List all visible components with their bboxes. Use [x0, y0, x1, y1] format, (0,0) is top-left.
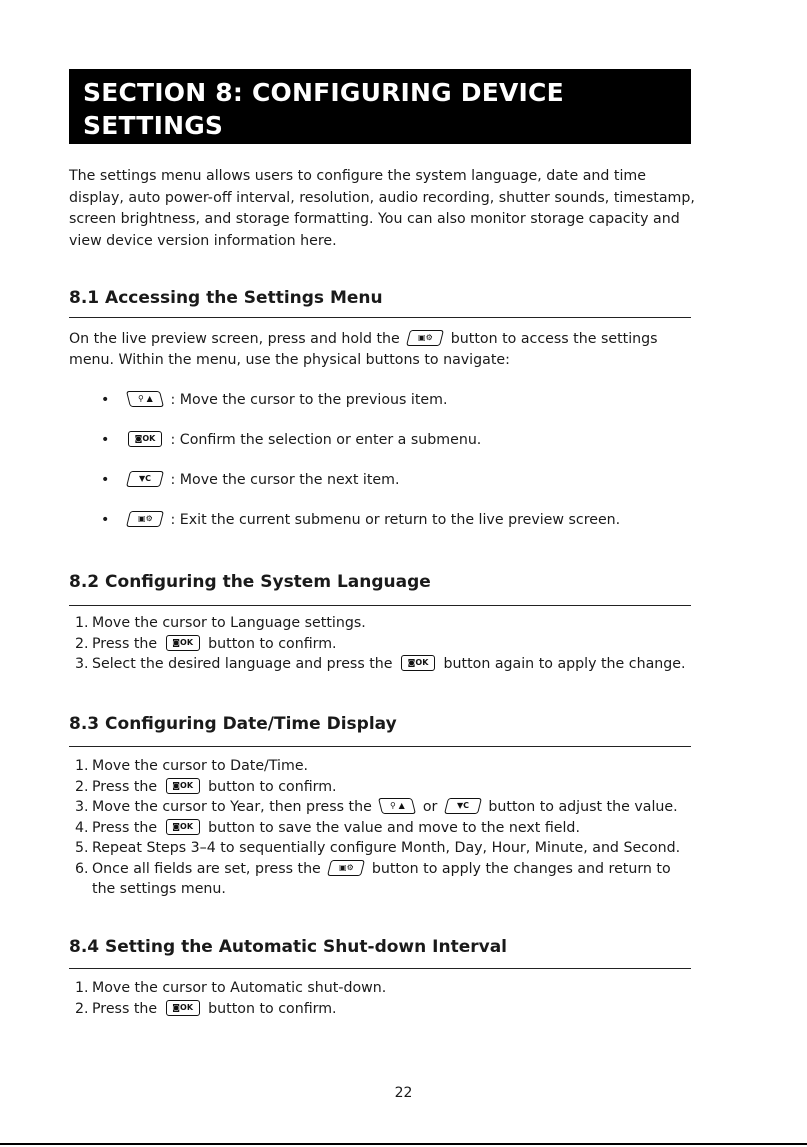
ok-button-icon: ◙OK — [128, 431, 162, 447]
up-button-icon: ⚲ ▲ — [126, 391, 164, 407]
list-item: 3. Select the desired language and press the ◙OK button again to apply the change. — [75, 656, 686, 672]
ok-button-icon: ◙OK — [166, 635, 200, 651]
paragraph-8-1 — [69, 329, 699, 371]
heading-8-1-rule — [69, 317, 691, 318]
ok-button-icon: ◙OK — [166, 778, 200, 794]
list-item: 4. Press the ◙OK button to save the value and move to the next field. — [75, 819, 580, 836]
list-item: 2. Press the ◙OK button to confirm. — [75, 1000, 337, 1017]
list-item: • ▼C : Move the cursor the next item. — [101, 472, 400, 488]
paragraph-8-1-text-b: button to access the settings menu. Within the menu, use the physical buttons to navigate: — [69, 331, 658, 368]
list-item: 1. Move the cursor to Date/Time. — [75, 758, 309, 774]
up-button-icon: ⚲ ▲ — [378, 798, 416, 814]
navigation-bullets — [69, 388, 709, 548]
list-item: 2. Press the ◙OK button to confirm. — [75, 778, 337, 795]
settings-button-icon: ▣⚙ — [327, 860, 365, 876]
heading-8-3: 8.3 Configuring Date/Time Display — [69, 714, 397, 734]
page-bottom-rule — [0, 1143, 807, 1145]
list-item: • ◙OK : Confirm the selection or enter a submenu. — [101, 432, 482, 448]
list-item: 3. Move the cursor to Year, then press the ⚲ ▲ or ▼C button to adjust the value. — [75, 799, 678, 815]
heading-8-3-rule — [69, 746, 691, 747]
heading-8-4-rule — [69, 968, 691, 969]
list-item: 1. Move the cursor to Language settings. — [75, 615, 366, 631]
intro-paragraph: The settings menu allows users to configure the system language, date and time display, auto power-off interval, resolution, audio recording, shutter sounds, timestamp, screen brightness, and storage formatting. You can also monitor storage capacity and view device version information here. — [69, 168, 695, 249]
list-item: 6. Once all fields are set, press the ▣⚙ button to apply the changes and return to the settings menu. — [75, 860, 671, 897]
section-title: SECTION 8: CONFIGURING DEVICE SETTINGS — [83, 78, 564, 140]
steps-8-2 — [69, 613, 709, 675]
settings-button-icon: ▣⚙ — [126, 511, 164, 527]
heading-8-2: 8.2 Configuring the System Language — [69, 572, 431, 592]
list-item: 5. Repeat Steps 3–4 to sequentially configure Month, Day, Hour, Minute, and Second. — [75, 840, 681, 856]
heading-8-1: 8.1 Accessing the Settings Menu — [69, 288, 383, 308]
list-item: • ▣⚙ : Exit the current submenu or return to the live preview screen. — [101, 512, 621, 528]
list-item: • ⚲ ▲ : Move the cursor to the previous item. — [101, 392, 448, 408]
heading-8-4: 8.4 Setting the Automatic Shut-down Interval — [69, 937, 508, 957]
list-item: 2. Press the ◙OK button to confirm. — [75, 635, 337, 652]
paragraph-8-1-text-a: On the live preview screen, press and hold the — [69, 331, 400, 347]
page-number: 22 — [394, 1085, 413, 1101]
section-title-bar — [69, 69, 691, 144]
list-item: 1. Move the cursor to Automatic shut-down. — [75, 980, 387, 996]
settings-button-icon: ▣⚙ — [406, 330, 444, 346]
steps-8-3 — [69, 756, 709, 900]
ok-button-icon: ◙OK — [166, 819, 200, 835]
ok-button-icon: ◙OK — [401, 655, 435, 671]
down-button-icon: ▼C — [444, 798, 482, 814]
down-button-icon: ▼C — [126, 471, 164, 487]
steps-8-4 — [69, 978, 709, 1019]
ok-button-icon: ◙OK — [166, 1000, 200, 1016]
heading-8-2-rule — [69, 605, 691, 606]
